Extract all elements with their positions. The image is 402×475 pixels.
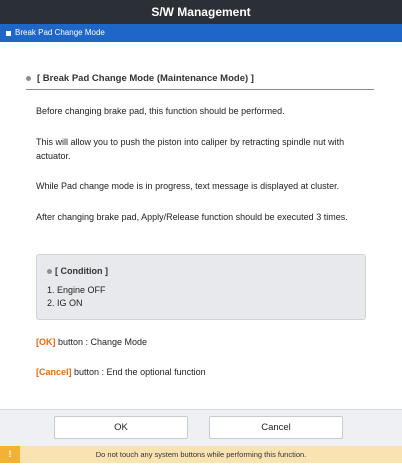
condition-title-text: [ Condition ] [55, 266, 108, 276]
ok-key-label: [OK] [36, 337, 56, 347]
button-row [0, 410, 402, 446]
warning-text: Do not touch any system buttons while performing this function. [95, 450, 307, 459]
bottom-strip [0, 463, 402, 475]
condition-title [47, 266, 108, 276]
paragraph-3: While Pad change mode is in progress, text message is displayed at cluster. [36, 181, 340, 191]
square-bullet-icon [6, 31, 11, 36]
section-heading-text: [ Break Pad Change Mode (Maintenance Mode) ] [37, 73, 254, 84]
subheader-bar [0, 24, 402, 42]
ok-description-text: button : Change Mode [55, 337, 148, 347]
cancel-key-label: [Cancel] [36, 367, 72, 377]
paragraph-1: Before changing brake pad, this function should be performed. [36, 106, 285, 116]
ok-button[interactable]: OK [54, 416, 188, 439]
bullet-icon [47, 269, 52, 274]
bullet-icon [26, 76, 31, 81]
warning-bar [0, 446, 402, 463]
cancel-button[interactable]: Cancel [209, 416, 343, 439]
paragraph-4: After changing brake pad, Apply/Release function should be executed 3 times. [36, 212, 348, 222]
cancel-button-description [36, 367, 206, 377]
condition-item: 1. Engine OFF [47, 285, 106, 295]
paragraph-2: This will allow you to push the piston into caliper by retracting spindle nut with actuator. [36, 137, 345, 161]
subheader-label: Break Pad Change Mode [15, 28, 105, 37]
section-heading [26, 73, 374, 90]
main-content [0, 42, 402, 410]
window-title: S/W Management [0, 0, 402, 24]
condition-item: 2. IG ON [47, 298, 83, 308]
cancel-description-text: button : End the optional function [71, 367, 206, 377]
condition-box [36, 254, 366, 320]
warning-icon: ! [0, 446, 20, 463]
ok-button-description [36, 337, 147, 347]
